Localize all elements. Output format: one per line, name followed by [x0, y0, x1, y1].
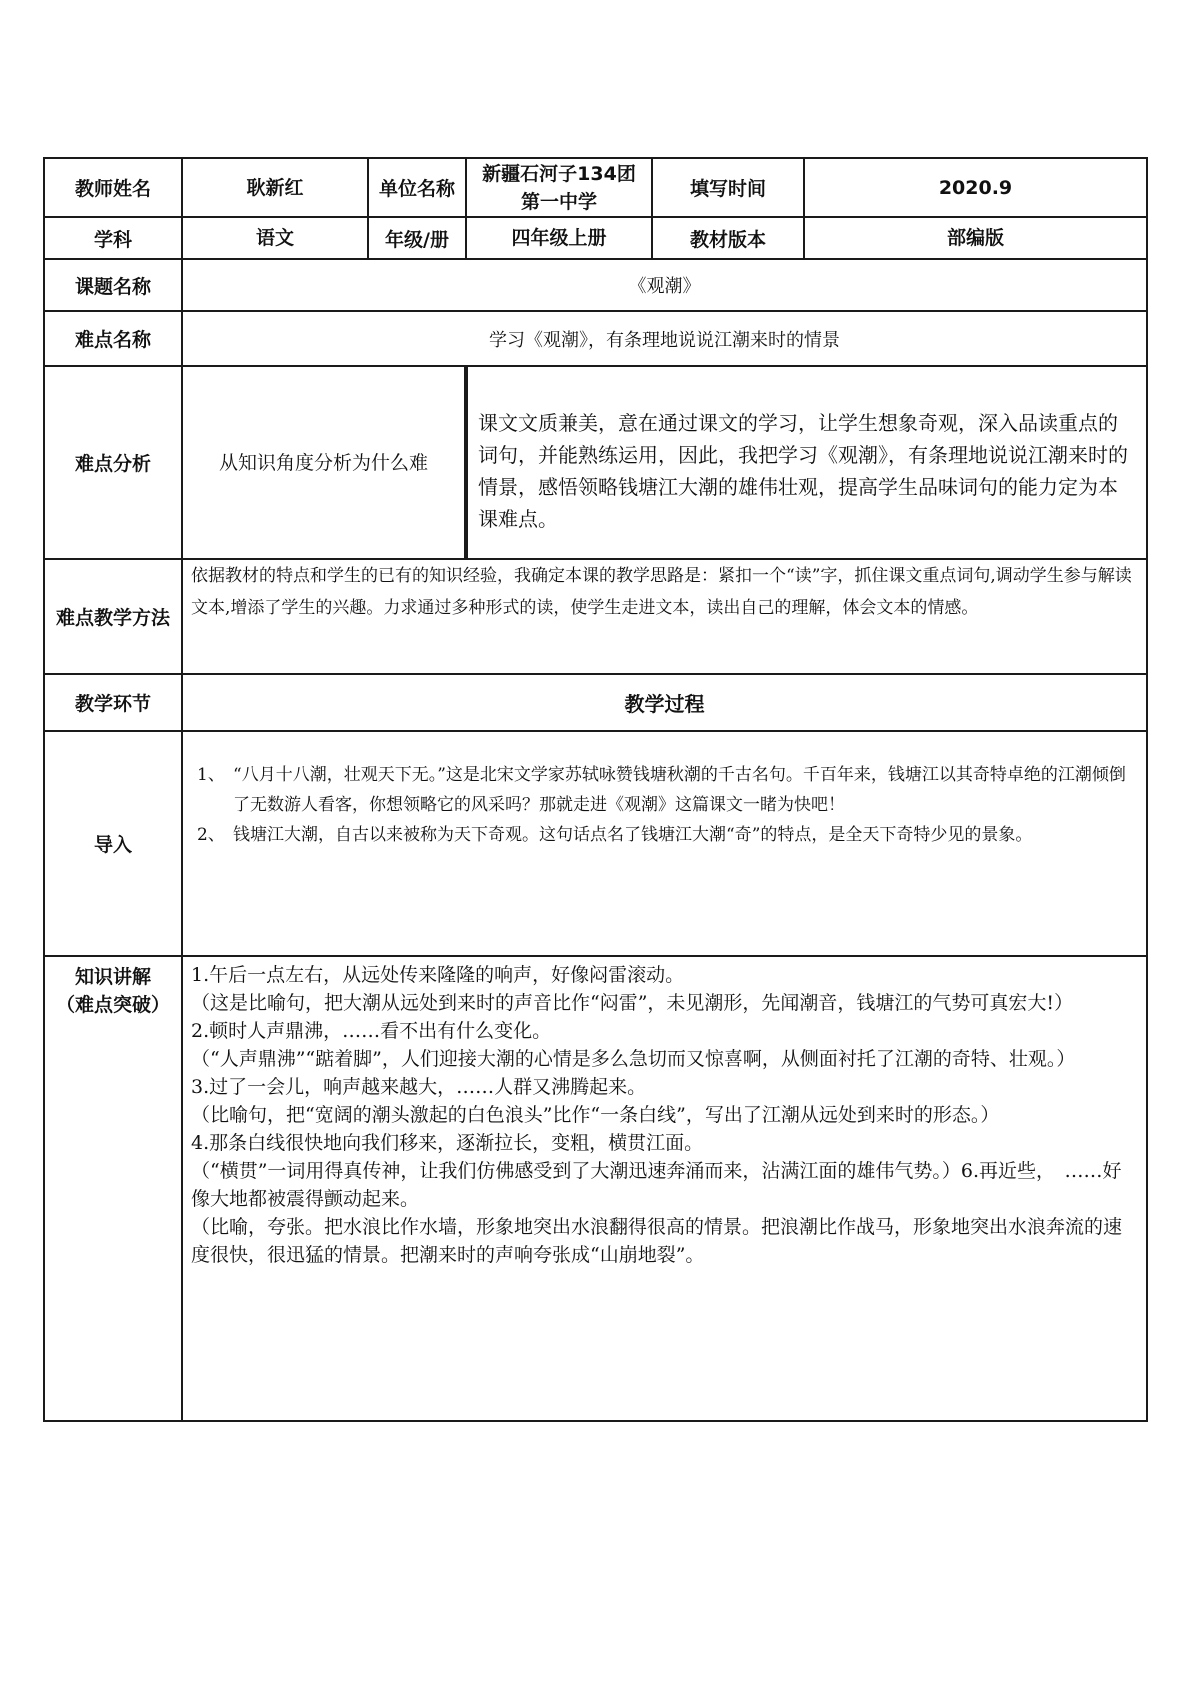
difficulty-label: 难点名称	[44, 311, 182, 366]
topic-value: 《观潮》	[182, 259, 1147, 311]
knowledge-row	[44, 956, 1147, 1421]
knowledge-paragraph: 2.顿时人声鼎沸，……看不出有什么变化。	[191, 1020, 552, 1042]
info-row-2	[44, 217, 1147, 259]
process-stage-label: 教学环节	[44, 674, 182, 731]
grade-value: 四年级上册	[466, 217, 652, 259]
topic-row	[44, 259, 1147, 311]
date-label: 填写时间	[652, 158, 804, 217]
process-title: 教学过程	[182, 674, 1147, 731]
unit-name-label: 单位名称	[368, 158, 466, 217]
knowledge-paragraph: （比喻，夸张。把水浪比作水墙，形象地突出水浪翻得很高的情景。把浪潮比作战马，形象地突出水浪奔流的速度很快，很迅猛的情景。把潮来时的声响夸张成“山崩地裂”。	[191, 1216, 1123, 1266]
date-value: 2020.9	[804, 158, 1147, 217]
intro-item-text: 钱塘江大潮，自古以来被称为天下奇观。这句话点名了钱塘江大潮“奇”的特点，是全天下奇特少见的景象。	[233, 825, 1033, 845]
edition-value: 部编版	[804, 217, 1147, 259]
lesson-plan-table	[43, 157, 1148, 1422]
intro-label: 导入	[44, 731, 182, 956]
analysis-sub-label: 从知识角度分析为什么难	[182, 366, 466, 559]
intro-item-number: 2、	[197, 825, 225, 845]
process-header-row	[44, 674, 1147, 731]
subject-label: 学科	[44, 217, 182, 259]
edition-label: 教材版本	[652, 217, 804, 259]
teacher-name-label: 教师姓名	[44, 158, 182, 217]
analysis-text: 课文文质兼美，意在通过课文的学习，让学生想象奇观，深入品读重点的词句，并能熟练运用，因此，我把学习《观潮》，有条理地说说江潮来时的情景，感悟领略钱塘江大潮的雄伟壮观，提高学生品味词句的能力定为本课难点。	[466, 366, 1147, 559]
analysis-row	[44, 366, 1147, 559]
knowledge-paragraph: 1.午后一点左右，从远处传来隆隆的响声，好像闷雷滚动。	[191, 964, 685, 986]
knowledge-label-line2: （难点突破）	[55, 994, 170, 1016]
method-row	[44, 559, 1147, 674]
teacher-name-value: 耿新红	[182, 158, 368, 217]
intro-item	[197, 760, 1134, 820]
knowledge-label	[44, 956, 182, 1421]
unit-name-line2: 第一中学	[520, 190, 597, 213]
knowledge-paragraph: （“横贯”一词用得真传神，让我们仿佛感受到了大潮迅速奔涌而来，沾满江面的雄伟气势。）6.再近些， ……好像大地都被震得颤动起来。	[191, 1160, 1122, 1210]
grade-label: 年级/册	[368, 217, 466, 259]
method-text: 依据教材的特点和学生的已有的知识经验，我确定本课的教学思路是：紧扣一个“读”字，抓住课文重点词句,调动学生参与解读文本,增添了学生的兴趣。力求通过多种形式的读，使学生走进文本，读出自己的理解，体会文本的情感。	[182, 559, 1147, 674]
info-row-1	[44, 158, 1147, 217]
subject-value: 语文	[182, 217, 368, 259]
knowledge-paragraph: （“人声鼎沸”“踮着脚”，人们迎接大潮的心情是多么急切而又惊喜啊，从侧面衬托了江潮的奇特、壮观。）	[191, 1048, 1076, 1070]
intro-item-number: 1、	[197, 765, 225, 785]
analysis-label: 难点分析	[44, 366, 182, 559]
unit-name-line1: 新疆石河子134团	[482, 162, 636, 185]
knowledge-paragraph: 3.过了一会儿，响声越来越大，……人群又沸腾起来。	[191, 1076, 647, 1098]
difficulty-value: 学习《观潮》，有条理地说说江潮来时的情景	[182, 311, 1147, 366]
intro-list	[197, 760, 1134, 850]
method-label: 难点教学方法	[44, 559, 182, 674]
knowledge-content	[182, 956, 1147, 1421]
topic-label: 课题名称	[44, 259, 182, 311]
difficulty-row	[44, 311, 1147, 366]
knowledge-paragraph: （这是比喻句，把大潮从远处到来时的声音比作“闷雷”，未见潮形，先闻潮音，钱塘江的气势可真宏大!）	[191, 992, 1074, 1014]
knowledge-label-line1: 知识讲解	[74, 966, 151, 988]
intro-content	[182, 731, 1147, 956]
intro-item	[197, 820, 1134, 850]
knowledge-paragraph: （比喻句，把“宽阔的潮头激起的白色浪头”比作“一条白线”，写出了江潮从远处到来时的形态。）	[191, 1104, 1000, 1126]
unit-name-value	[466, 158, 652, 217]
intro-row	[44, 731, 1147, 956]
knowledge-paragraph: 4.那条白线很快地向我们移来，逐渐拉长，变粗，横贯江面。	[191, 1132, 704, 1154]
intro-item-text: “八月十八潮，壮观天下无。”这是北宋文学家苏轼咏赞钱塘秋潮的千古名句。千百年来，钱塘江以其奇特卓绝的江潮倾倒了无数游人看客，你想领略它的风采吗？那就走进《观潮》这篇课文一睹为快吧！	[233, 765, 1126, 815]
